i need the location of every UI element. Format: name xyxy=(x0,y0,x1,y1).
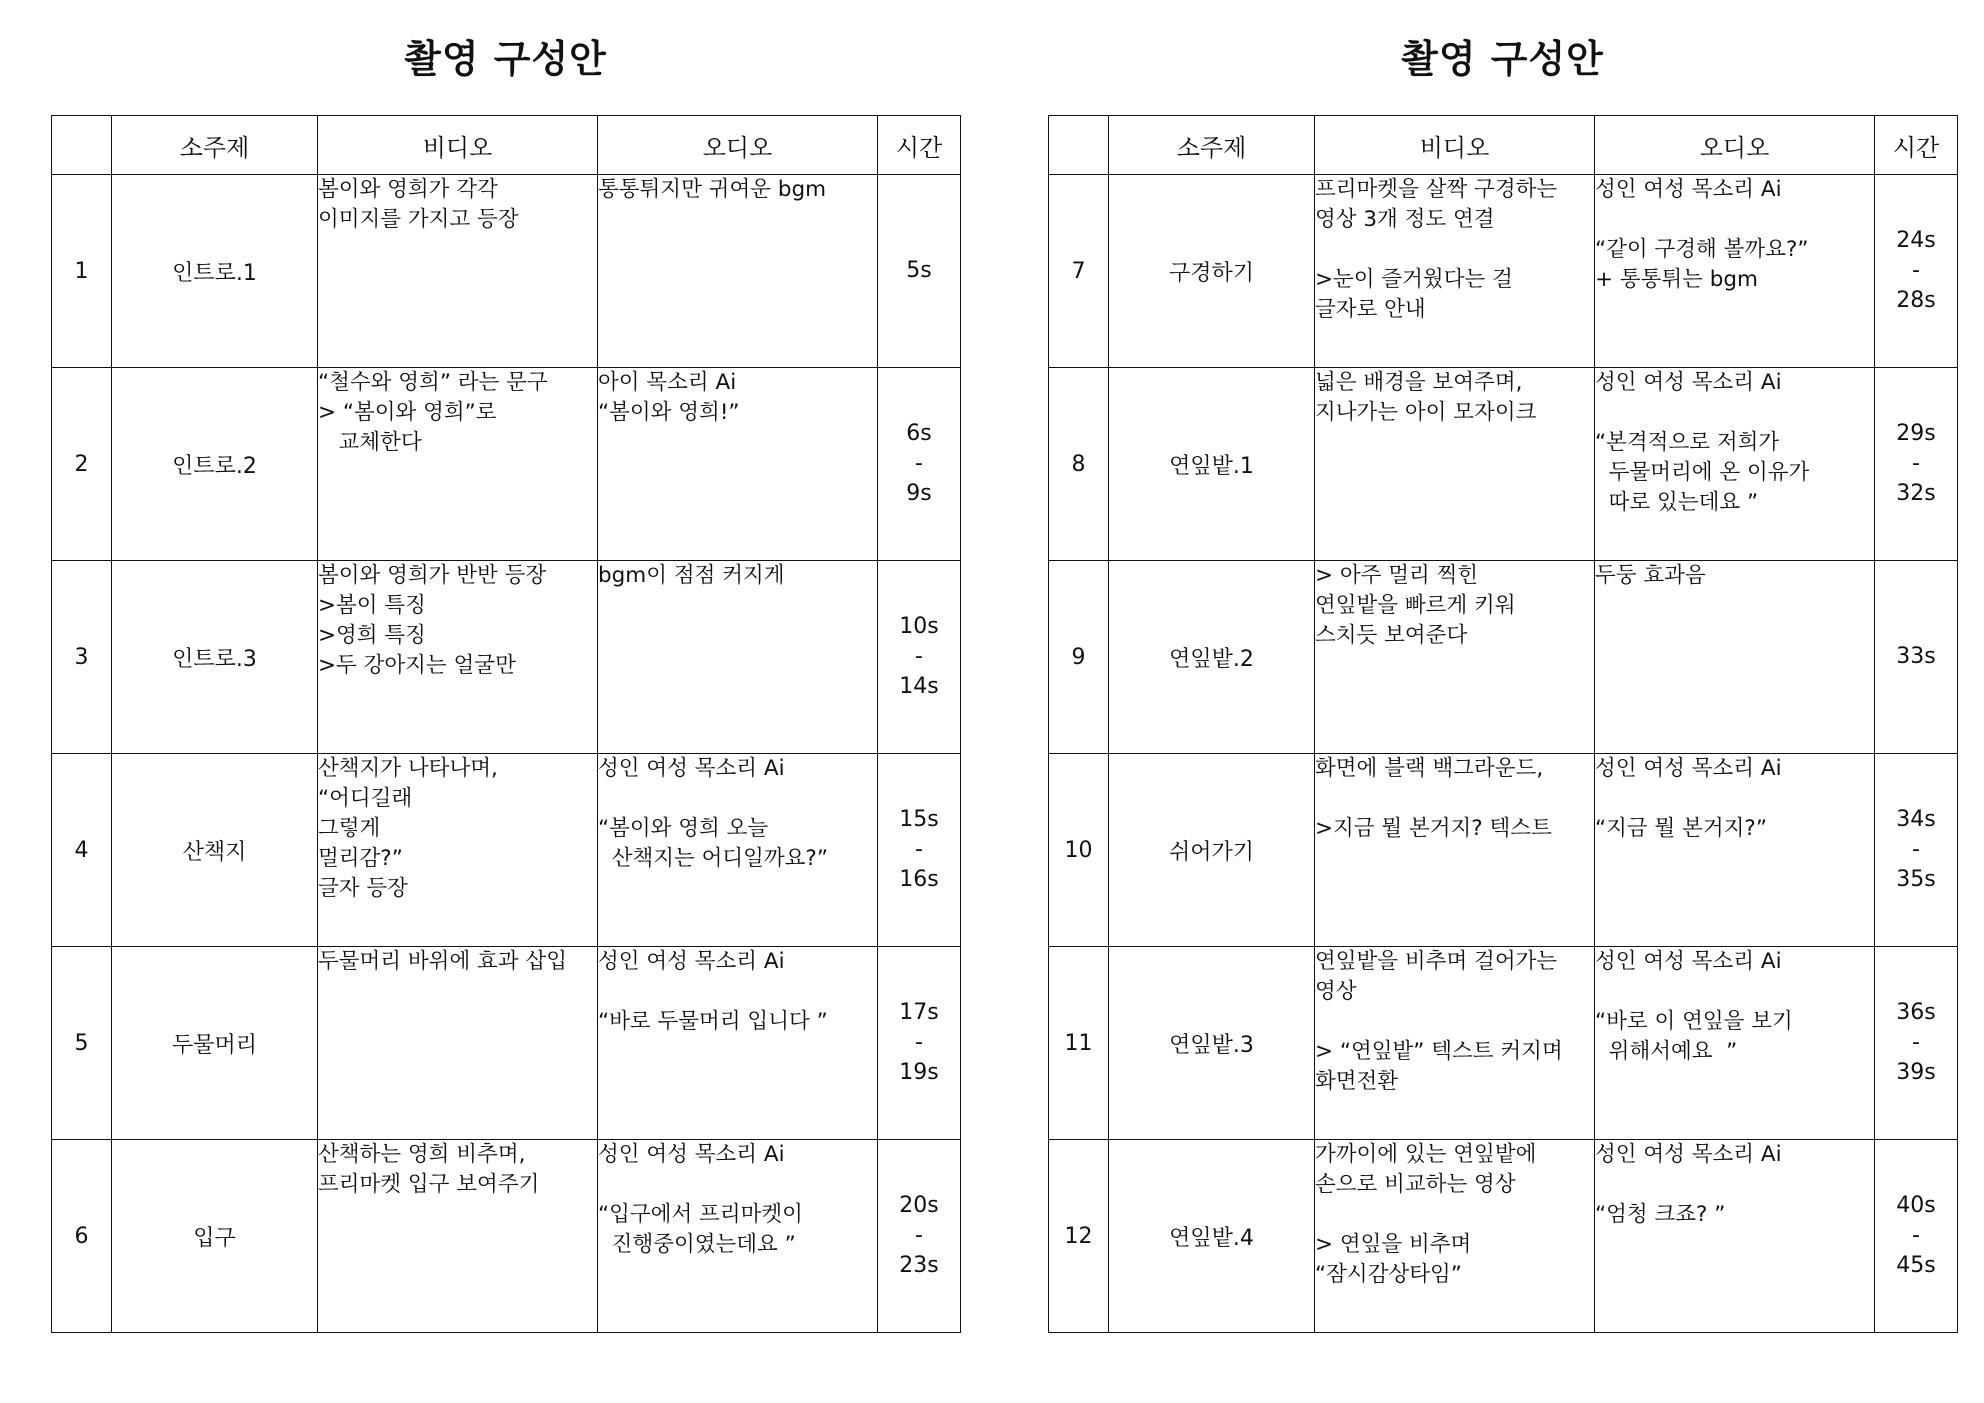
table-row xyxy=(52,175,961,368)
scene-number: 4 xyxy=(52,754,112,947)
scene-topic: 쉬어가기 xyxy=(1109,754,1315,947)
scene-video: 봄이와 영희가 반반 등장 >봄이 특징 >영희 특징 >두 강아지는 얼굴만 xyxy=(318,561,598,754)
scene-topic: 연잎밭.2 xyxy=(1109,561,1315,754)
scene-number: 2 xyxy=(52,368,112,561)
scene-topic: 연잎밭.3 xyxy=(1109,947,1315,1140)
scene-number: 11 xyxy=(1049,947,1109,1140)
scene-video: 봄이와 영희가 각각 이미지를 가지고 등장 xyxy=(318,175,598,368)
scene-time: 6s - 9s xyxy=(878,368,961,561)
scene-audio: 성인 여성 목소리 Ai “지금 뭘 본거지?” xyxy=(1595,754,1875,947)
header-topic: 소주제 xyxy=(112,116,318,175)
scene-topic: 연잎밭.1 xyxy=(1109,368,1315,561)
scene-time: 29s - 32s xyxy=(1875,368,1958,561)
table-row xyxy=(1049,561,1958,754)
header-topic: 소주제 xyxy=(1109,116,1315,175)
scene-time: 34s - 35s xyxy=(1875,754,1958,947)
scene-topic: 인트로.2 xyxy=(112,368,318,561)
scene-video: 산책하는 영희 비추며, 프리마켓 입구 보여주기 xyxy=(318,1140,598,1333)
table-row xyxy=(1049,754,1958,947)
scene-video: 산책지가 나타나며, “어디길래 그렇게 멀리감?” 글자 등장 xyxy=(318,754,598,947)
header-time: 시간 xyxy=(878,116,961,175)
scene-topic: 인트로.3 xyxy=(112,561,318,754)
shot-table xyxy=(1048,115,1958,1333)
scene-topic: 구경하기 xyxy=(1109,175,1315,368)
scene-video: 화면에 블랙 백그라운드, >지금 뭘 본거지? 텍스트 xyxy=(1315,754,1595,947)
header-video: 비디오 xyxy=(318,116,598,175)
scene-number: 3 xyxy=(52,561,112,754)
scene-audio: 성인 여성 목소리 Ai “엄청 크죠? ” xyxy=(1595,1140,1875,1333)
scene-topic: 연잎밭.4 xyxy=(1109,1140,1315,1333)
scene-number: 5 xyxy=(52,947,112,1140)
table-row xyxy=(52,561,961,754)
scene-topic: 두물머리 xyxy=(112,947,318,1140)
scene-topic: 산책지 xyxy=(112,754,318,947)
scene-audio: 성인 여성 목소리 Ai “봄이와 영희 오늘 산책지는 어디일까요?” xyxy=(598,754,878,947)
header-time: 시간 xyxy=(1875,116,1958,175)
scene-time: 5s xyxy=(878,175,961,368)
scene-time: 36s - 39s xyxy=(1875,947,1958,1140)
scene-video: “철수와 영희” 라는 문구 > “봄이와 영희”로 교체한다 xyxy=(318,368,598,561)
scene-audio: 통통튀지만 귀여운 bgm xyxy=(598,175,878,368)
scene-number: 7 xyxy=(1049,175,1109,368)
header-num xyxy=(1049,116,1109,175)
scene-time: 17s - 19s xyxy=(878,947,961,1140)
table-row xyxy=(1049,368,1958,561)
scene-audio: 아이 목소리 Ai “봄이와 영희!” xyxy=(598,368,878,561)
table-row xyxy=(52,754,961,947)
scene-video: 가까이에 있는 연잎밭에 손으로 비교하는 영상 > 연잎을 비추며 “잠시감상타임” xyxy=(1315,1140,1595,1333)
scene-audio: bgm이 점점 커지게 xyxy=(598,561,878,754)
scene-audio: 성인 여성 목소리 Ai “바로 이 연잎을 보기 위해서예요 ” xyxy=(1595,947,1875,1140)
scene-audio: 성인 여성 목소리 Ai “입구에서 프리마켓이 진행중이였는데요 ” xyxy=(598,1140,878,1333)
scene-video: 넓은 배경을 보여주며, 지나가는 아이 모자이크 xyxy=(1315,368,1595,561)
scene-number: 6 xyxy=(52,1140,112,1333)
page-title: 촬영 구성안 xyxy=(404,37,607,81)
scene-video: 프리마켓을 살짝 구경하는 영상 3개 정도 연결 >눈이 즐거웠다는 걸 글자로 안내 xyxy=(1315,175,1595,368)
table-row xyxy=(1049,175,1958,368)
scene-time: 15s - 16s xyxy=(878,754,961,947)
header-audio: 오디오 xyxy=(1595,116,1875,175)
scene-number: 10 xyxy=(1049,754,1109,947)
scene-video: 연잎밭을 비추며 걸어가는 영상 > “연잎밭” 텍스트 커지며 화면전환 xyxy=(1315,947,1595,1140)
scene-number: 12 xyxy=(1049,1140,1109,1333)
header-num xyxy=(52,116,112,175)
table-row xyxy=(52,1140,961,1333)
page-title: 촬영 구성안 xyxy=(1401,37,1604,81)
header-audio: 오디오 xyxy=(598,116,878,175)
scene-audio: 성인 여성 목소리 Ai “본격적으로 저희가 두물머리에 온 이유가 따로 있는데요 ” xyxy=(1595,368,1875,561)
shot-table xyxy=(51,115,961,1333)
table-row xyxy=(1049,947,1958,1140)
scene-video: 두물머리 바위에 효과 삽입 xyxy=(318,947,598,1140)
scene-number: 9 xyxy=(1049,561,1109,754)
scene-time: 20s - 23s xyxy=(878,1140,961,1333)
scene-audio: 두둥 효과음 xyxy=(1595,561,1875,754)
scene-number: 8 xyxy=(1049,368,1109,561)
scene-number: 1 xyxy=(52,175,112,368)
table-row xyxy=(52,368,961,561)
scene-audio: 성인 여성 목소리 Ai “바로 두물머리 입니다 ” xyxy=(598,947,878,1140)
scene-time: 24s - 28s xyxy=(1875,175,1958,368)
table-row xyxy=(52,947,961,1140)
scene-time: 40s - 45s xyxy=(1875,1140,1958,1333)
scene-video: > 아주 멀리 찍힌 연잎밭을 빠르게 키워 스치듯 보여준다 xyxy=(1315,561,1595,754)
header-video: 비디오 xyxy=(1315,116,1595,175)
table-header-row xyxy=(52,116,961,175)
scene-topic: 입구 xyxy=(112,1140,318,1333)
scene-audio: 성인 여성 목소리 Ai “같이 구경해 볼까요?” + 통통튀는 bgm xyxy=(1595,175,1875,368)
table-row xyxy=(1049,1140,1958,1333)
scene-time: 33s xyxy=(1875,561,1958,754)
scene-topic: 인트로.1 xyxy=(112,175,318,368)
scene-time: 10s - 14s xyxy=(878,561,961,754)
table-header-row xyxy=(1049,116,1958,175)
